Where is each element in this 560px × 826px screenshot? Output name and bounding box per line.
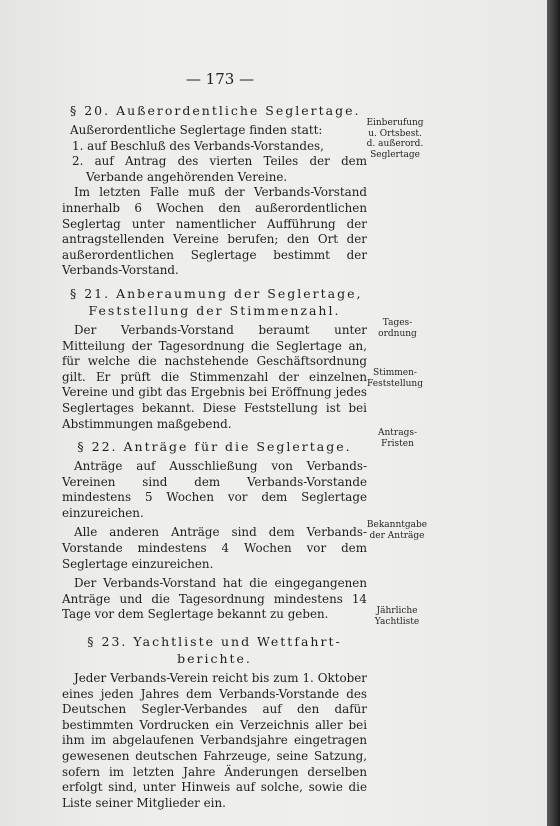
section-22-heading: § 22. Anträge für die Seglertage. (77, 439, 352, 455)
margin-note-tagesordnung: Tages- ordnung (378, 318, 417, 339)
section-20-list (62, 139, 367, 186)
section-22-paragraph-3: Der Verbands-Vorstand hat die eingegangenen Anträge und die Tagesordnung mindestens 14 Tage vor dem Seglertage bekannt zu geben. (62, 576, 367, 622)
margin-note-yachtliste: Jährliche Yachtliste (374, 606, 420, 627)
section-20-heading: § 20. Außerordentliche Seglertage. (70, 103, 361, 118)
section-23-paragraph: Jeder Verbands-Verein reicht bis zum 1. Oktober eines jeden Jahres dem Verbands-Vorstande des Deutschen Segler-Verbandes auf den dafür bestimmten Vordrucken ein Verzeichnis aller bei ihm im abgelaufenen Verbandsjahre eingetragen gewesenen deutschen Fahrzeuge, seine Satzung, sofern im letzten Jahre Änderungen derselben erfolgt sind, unter Hinweis auf solche, sowie die Liste seiner Mitglieder ein. (62, 671, 367, 810)
page-number: — 173 — (185, 70, 255, 88)
list-item: 1. auf Beschluß des Verbands-Vorstandes, (72, 138, 324, 153)
margin-note-einberufung: Einberufung u. Ortsbest. d. außerord. Seglertage (366, 118, 424, 160)
book-edge (547, 0, 560, 826)
section-20-intro: Außerordentliche Seglertage finden statt: (70, 123, 323, 137)
section-23-heading-line2: berichte. (177, 651, 252, 667)
margin-note-bekanntgabe: Bekanntgabe der Anträge (366, 520, 428, 541)
section-21-heading-line1: § 21. Anberaumung der Seglertage, (70, 285, 363, 301)
margin-note-antragsfristen: Antrags- Fristen (377, 428, 417, 449)
section-22-paragraph-2: Alle anderen Anträge sind dem Verbands-Vorstande mindestens 4 Wochen vor dem Seglertage einzureichen. (62, 525, 367, 571)
list-item: 2. auf Antrag des vierten Teiles der dem Verbande angehörenden Vereine. (72, 154, 367, 184)
margin-note-stimmen: Stimmen- Feststellung (367, 368, 423, 389)
section-23-heading-line1: § 23. Yachtliste und Wettfahrt- (87, 634, 342, 650)
text-column (62, 96, 367, 811)
section-22-paragraph-1: Anträge auf Ausschließung von Verbands-Vereinen sind dem Verbands-Vorstande mindestens 5 Wochen vor dem Seglertage einzureichen. (62, 459, 367, 520)
section-21-heading-line2: Feststellung der Stimmenzahl. (88, 302, 341, 318)
section-21-paragraph: Der Verbands-Vorstand beraumt unter Mitteilung der Tagesordnung die Seglertage an, für welche die nachstehende Geschäftsordnung gilt. Er prüft die Stimmenzahl der einzelnen Vereine und gibt das Ergebnis bei Eröffnung jedes Seglertages bekannt. Diese Feststellung ist bei Abstimmungen maßgebend. (62, 322, 367, 431)
section-20-paragraph: Im letzten Falle muß der Verbands-Vorstand innerhalb 6 Wochen den außerordentlichen Seglertag unter namentlicher Aufführung der antragstellenden Vereine berufen; den Ort der außerordentlichen Seglertage bestimmt der Verbands-Vorstand. (62, 185, 367, 278)
